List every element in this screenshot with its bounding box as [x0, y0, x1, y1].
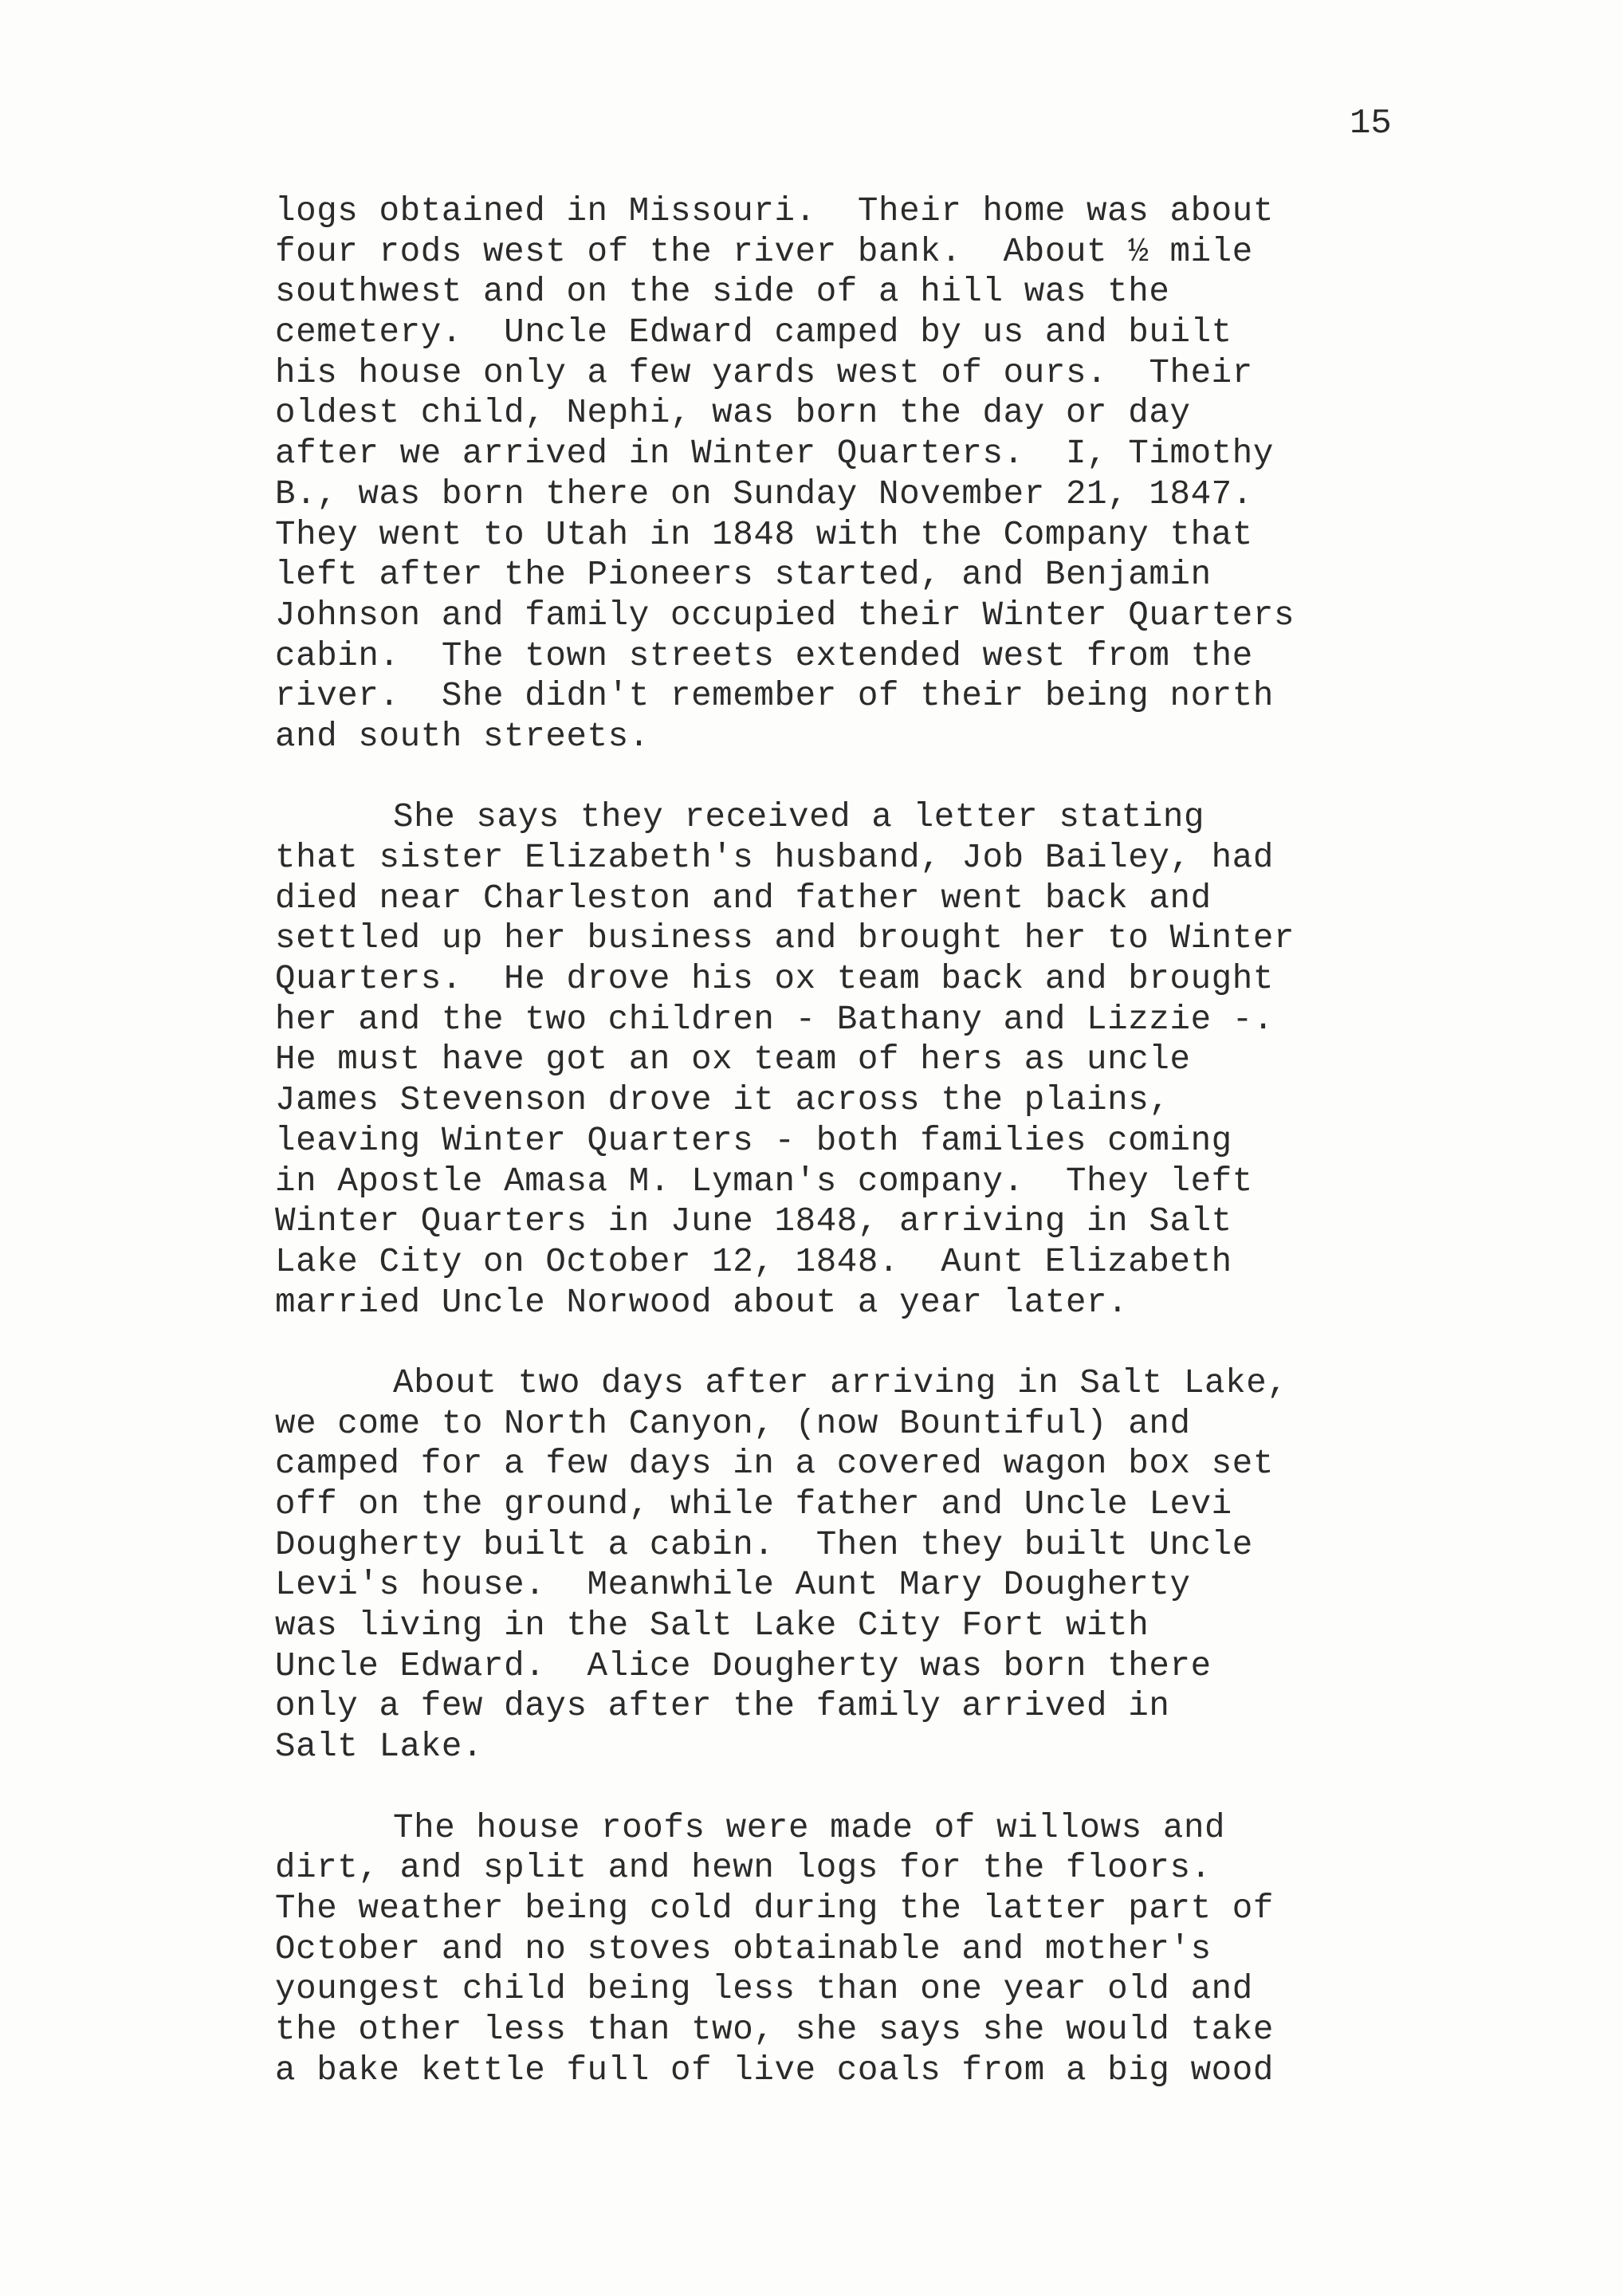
text-line: that sister Elizabeth's husband, Job Bailey, had: [275, 839, 1274, 877]
text-line: The house roofs were made of willows and: [393, 1808, 1226, 1847]
text-line: in Apostle Amasa M. Lyman's company. They left: [275, 1162, 1253, 1201]
text-line: river. She didn't remember of their being north: [275, 677, 1274, 716]
text-line: and south streets.: [275, 717, 650, 756]
text-line: October and no stoves obtainable and mother's: [275, 1929, 1212, 1968]
page-number: 15: [1350, 104, 1392, 144]
text-line: settled up her business and brought her to Winter: [275, 919, 1295, 958]
text-line: James Stevenson drove it across the plains,: [275, 1081, 1170, 1120]
text-line: a bake kettle full of live coals from a big wood: [275, 2050, 1274, 2090]
paragraph-1: [275, 191, 1503, 757]
text-line: off on the ground, while father and Uncle Levi: [275, 1485, 1232, 1523]
text-line: youngest child being less than one year old and: [275, 1970, 1253, 2009]
paragraph-4: [275, 1808, 1503, 2091]
text-line: cabin. The town streets extended west from the: [275, 636, 1253, 675]
body-text: [275, 191, 1503, 2131]
text-line: About two days after arriving in Salt Lake,: [393, 1363, 1288, 1402]
text-line: B., was born there on Sunday November 21, 1847.: [275, 474, 1253, 513]
text-line: leaving Winter Quarters - both families coming: [275, 1121, 1232, 1160]
text-line: southwest and on the side of a hill was the: [275, 273, 1170, 312]
text-line: Levi's house. Meanwhile Aunt Mary Dougherty: [275, 1566, 1191, 1605]
text-line: Uncle Edward. Alice Dougherty was born there: [275, 1646, 1212, 1685]
text-line: Salt Lake.: [275, 1728, 484, 1767]
text-line: the other less than two, she says she would take: [275, 2010, 1274, 2049]
text-line: his house only a few yards west of ours. Their: [275, 353, 1253, 392]
text-line: oldest child, Nephi, was born the day or day: [275, 394, 1191, 433]
text-line: her and the two children - Bathany and Lizzie -.: [275, 1000, 1274, 1039]
text-line: died near Charleston and father went back and: [275, 879, 1212, 918]
text-line: left after the Pioneers started, and Benjamin: [275, 556, 1212, 595]
text-line: we come to North Canyon, (now Bountiful) and: [275, 1404, 1191, 1443]
text-line: four rods west of the river bank. About ½ mile: [275, 232, 1253, 271]
paragraph-3: [275, 1363, 1503, 1767]
text-line: Lake City on October 12, 1848. Aunt Elizabeth: [275, 1242, 1232, 1281]
text-line: camped for a few days in a covered wagon box set: [275, 1445, 1274, 1484]
text-line: She says they received a letter stating: [393, 798, 1205, 837]
text-line: was living in the Salt Lake City Fort with: [275, 1606, 1149, 1645]
text-line: after we arrived in Winter Quarters. I, Timothy: [275, 434, 1274, 474]
text-line: They went to Utah in 1848 with the Company that: [275, 515, 1253, 554]
text-line: only a few days after the family arrived in: [275, 1687, 1170, 1726]
text-line: He must have got an ox team of hers as uncle: [275, 1040, 1191, 1079]
text-line: Winter Quarters in June 1848, arriving in Salt: [275, 1202, 1232, 1241]
text-line: The weather being cold during the latter part of: [275, 1889, 1274, 1928]
text-line: married Uncle Norwood about a year later.: [275, 1283, 1129, 1322]
text-line: cemetery. Uncle Edward camped by us and built: [275, 313, 1232, 352]
text-line: logs obtained in Missouri. Their home was about: [275, 192, 1274, 230]
text-line: dirt, and split and hewn logs for the floors.: [275, 1849, 1212, 1888]
text-line: Johnson and family occupied their Winter Quarters: [275, 596, 1295, 635]
text-line: Quarters. He drove his ox team back and brought: [275, 960, 1274, 999]
paragraph-2: [275, 797, 1503, 1323]
text-line: Dougherty built a cabin. Then they built Uncle: [275, 1525, 1253, 1564]
